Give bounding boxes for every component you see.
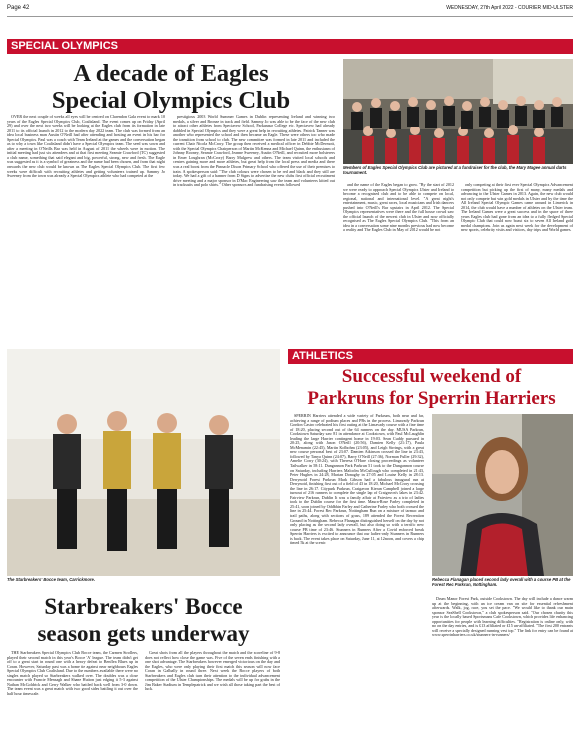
page-number: Page 42	[7, 5, 30, 11]
section-label: SPECIAL OLYMPICS	[11, 40, 118, 52]
parkrun-column-1: SPERRIN Harriers attended a wide variety of Parkruns, both near and far, achieving a range of podium places and PBs in the process. Limavady Parkrun Gordon Castro celebrated his first outing at the Limavady course with a fine time of 18:20, placing second out of the 64 runners on the day. MUSA Parkrun, Cookstown Saturday saw 81 in attendance at Cookstown, with Paul McLaughlin leading the large Harrier contingent home in 19:03. Sean Cuddy pursued in 20:25, along with Jason O'Neill (20:56), Damien Kelly (21:17), Paula McMenamin (22:45), Martin Kolbohm (23:05), and Leigh Sirrings, with a great new course personal best of 23:07. Damien Atkinson crossed the line in 23:43, followed by Tanya Quinn (24:07), Barry O'Neill (27:36), Norman Fuller (29:32), Amelie Corry (30:24), with Theresa O'Hare closing proceedings as volunteer Tailwalker in 58:11. Dungannon Park Parkrun 51 took to the Dungannon course on Saturday, including Harriers Malcolm McCullough who completed in 21:43, Peter Hughes in 24:28, Marian Donaghy in 27:05 and Louise Kelly in 28:13. Derrynoid Forest Parkrun Mark Gibson had a fabulous inaugural run at Derrynoid, finishing first out of a field of 43 in 18:20, Michael McCrory crossing the line in 26:17. Citypark Parkrun, Craigavon Kieran Campbell joined a large turnout of 216 runners to complete the single lap of Craigavon's lakes in 23:42. Fairview Parkrun, Dublin It was a family affair at Fairview as a trio of ladies took to the Dublin course for the first time. Maura-Rose Farley completed in 25:41, soon joined by Oddbhin Farley and Catherine Farley who both crossed the line in 25:44. Forest Rec Parkrun, Nottingham Run on a mixture of tarmac and trail paths, along with sections of grass, 189 attended the Forest Recreation Ground in Nottingham. Rebecca Flanagan distinguished herself on the day by not only placing as the second lady overall, but also doing so with a terrific new course PB time of 23:46. Stunners in Runners After a Covid enforced break Sperrin Harriers is excited to announce that our ladies-only Stunners in Runners is back. The event takes place on Saturday, June 11, at 12noon, and covers a chip timed 5k at the scenic	[290, 414, 424, 546]
bocce-team-photo	[7, 349, 280, 576]
story1-column-3: and the name of the Eagles began to grow. "By the start of 2012 we were ready to approach Special Olympics Ulster and Ireland to become a recognised club and to be able to compete on local, regional, national and international level. "A great night's entertainment, music, great races, local musicians and Irish dancers pushed into O'Neill's Bar upstairs in April 2012. The Special Olympics representatives were there and the full house crowd saw the official launch of the newest club in Ulster and now officially recognised as The Eagles Special Olympics Club. "This from an idea in a conversation some nine months previous had now become a reality and The Eagles Club in May of 2012 would be not	[343, 183, 454, 233]
eagles-photo-caption: Members of Eagles Special Olympics Club are pictured at a fundraiser for the club, the Mary Magee annual darts tournament.	[343, 165, 567, 175]
rebecca-flanagan-photo	[432, 414, 573, 576]
story1-column-1: OVER the next couple of weeks all eyes will be centred on Clarendon Gala event to mark 10 years of the Eagles Special Olympics Club, Coalisland. The event comes up on Friday (April 29) and over the next two weeks will be looking at the Eagles club from its formation in late 2011 to its official launch in 2012 to the modern day 2022 team. The club was formed from an idea local business man Austin O'Neill had after attending and hosting an event in his bar for Special Olympics. Paul was a coach with Team Ireland at the games and the conversation began as to why a town like Coalisland didn't have a Special Olympics team. The seed was sown and after a meeting in O'Neills Bar was held in August of 2011 the wheels were in motion. The initial meeting had just six attendees and at that first meeting Seamie Crawford (TC) suggested a club name, something that said elegant and big, powerful, strong, new and fresh. The Eagle was suggested as it is a symbol of greatness and the name had been chosen, and from that night onwards the new club would be known as The Eagles Special Olympics Club. The first few weeks were difficult with recruiting athletes and getting volunteers trained up. Sammy Jo Sweeney from the town was already a Special Olympics athlete who had competed at the	[7, 115, 165, 179]
bocce-column-1: THE Starbreakers Special Olympics Club Bocce team, the Carmen Strollers, played their second match in this year's Bocce 'A' league. The team didn't get off to a great start in round one with a heavy defeat to Benflea Blues up in Coran. However, Saturday past was a home tie against near neighbours Eagles Special Olympics Club Coalisland. Due to the numbers available there were no singles match played so Starbreakers walked over. The doubles was a close encounter with Francie Mensagh and Shane Hutton just edging it 5-3 against Nathan McGoldrick and Gerry Walker who battled back well from 3-0 down. The team event was a great match with two good sides battling it out over the half hour timescale.	[7, 651, 138, 696]
page-header	[7, 3, 573, 17]
story1-headline: A decade of Eagles Special Olympics Club	[51, 60, 291, 114]
bocce-headline: Starbreakers' Bocce season gets underway	[37, 594, 250, 646]
rebecca-photo-caption: Rebecca Flanagan placed second lady overall with a course PB at the Forest Rec Parkrun, Nottingham.	[432, 577, 571, 587]
story1-column-2: prestigious 2003 World Summer Games in Dublin representing Ireland and winning two medals, a silver and Bronze in track and field. Sammy Jo was able to be the face of the new club to attract other athletes from Speciavew School, Parkanaur College etc. Speciavew had already dabbled in Special Olympics and they were a great help in recruiting athletes. Patrick Tanner was another who represented the school and then became an Eagle. These were others too who made the transition from school to club. The new committee was formed in late 2011 and included the current Chair Nicola McCrory. The group then received a medical officer in Debbie McDermott, with the Special Olympics Chairperson of Martin McKenna and Michael Quinn, the enthusiasm of Johnny Rooney, Seamie Crawford, Jeanne Sweeney, Austin O'Neill, and recruited more bolsterers in Emer Loughran (McCrory) Barry Mulgrew and others. The team visited local schools and centres gaining more and more athletes, but great help from the local press and media and there was a real boost from the Pinnacle Dixon Primary School who offered the use of their premises to train. A spokesperson said: "The club colours were chosen to be red and black and they still are today. We had a gift of a banner from D Signs to advertise the new clubs first official recruitment drive meeting and a major sponsor in D'Mac Engineering saw the team and volunteers kitted out in tracksuits and polo shirts." Other sponsors and fundraising events followed	[173, 115, 335, 188]
eagles-group-photo	[343, 59, 573, 164]
story1-column-4: only competing at their first ever Special Olympics Advancement competition but picking up the first of many, many medals and advancing to the Ulster Games in 2013. Again, the new club would not only compete but win gold medals in Ulster and by the time the All Ireland Special Olympic Games came around in Limerick in 2014, the club would have a number of athletes on the Ulster team. The Ireland Games were a great success and in the space of three years Eagles club had gone from an idea to a fully fledged Special Olympic Club that could now boast six to seven All Ireland gold medal champions. Join us again next week for the development of new sports, celebrity visits and visitors, day trips and World games.	[461, 183, 573, 233]
parkrun-column-2: Drum Manor Forest Park, outside Cookstown. The day will include a dance warm up at the beginning, with an ice cream van on site for essential refreshment afterwards. Walk, jog, race, you set the pace. "We would like to thank our main sponsor SeaShell Cookstown," a club spokesperson said. "Our chosen charity this year is the locally based Sportsmans Cafe Cookstown, which provides life enhancing opportunities for people with learning difficulties. "Registration is online only, with no on the day entries, and is £13 affiliated or £15 un-affiliated. "The first 200 entrants will receive a specially designed running vest top." The link for entry can be found at www.sperrinharriers.co.uk/stunners-in-runners/	[432, 597, 573, 638]
bocce-column-2: Great shots from all the players throughout the match and the scoreline of 9-8 does not reflect how close the game was. Five of the seven ends finishing with a one shot advantage. The Starbreakers however emerged victorious on the day and the Eagles, who were only playing their first match this season will now face Coran in Galbally in round three. Next week the Bocce players of both Starbreakers and Eagles club turn their attention to the individual advancement competition of the Ulster Championships. The medals will be up for grabs in the Jim Baker Stadium in Templepatrick and we wish all those taking part the best of luck.	[145, 651, 280, 692]
date-line: WEDNESDAY, 27th April 2022 - COURIER MID-ULSTER	[446, 5, 573, 11]
parkrun-headline: Successful weekend of Parkruns for Sperrin Harriers	[307, 366, 556, 409]
section-bar-special-olympics	[7, 39, 573, 54]
section-label-athletics: ATHLETICS	[292, 350, 353, 362]
section-bar-athletics	[288, 349, 573, 364]
bocce-photo-caption: The Starbreakers' Bocce team, Carrickmore.	[7, 577, 96, 582]
